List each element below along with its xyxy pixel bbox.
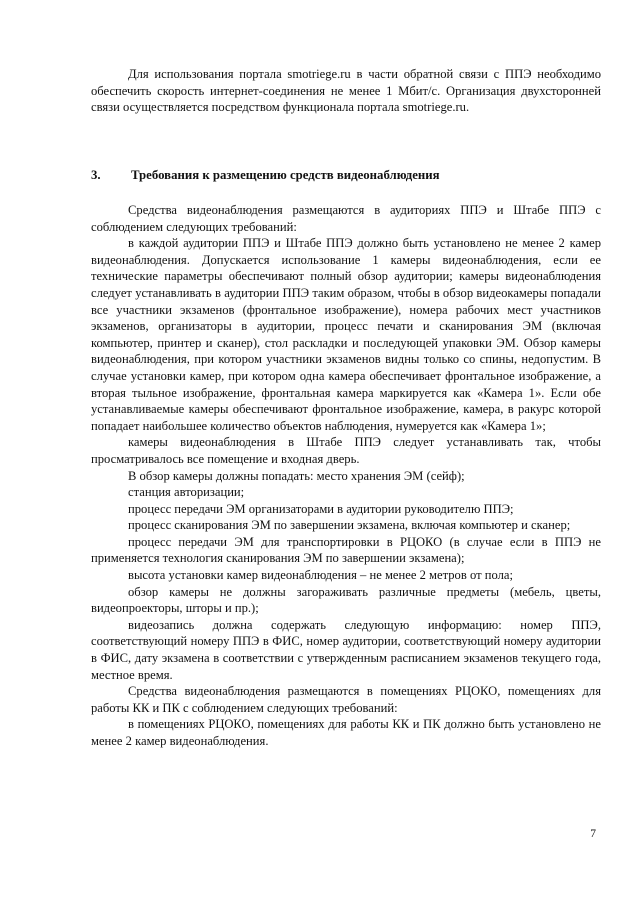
paragraph: процесс передачи ЭМ организаторами в аудитории руководителю ППЭ; [128,501,514,516]
paragraph: процесс сканирования ЭМ по завершении экзамена, включая компьютер и сканер; [128,518,571,533]
page-number: 7 [590,828,596,840]
paragraph: Средства видеонаблюдения размещаются в аудиториях ППЭ и Штабе ППЭ с соблюдением следующих требований: [91,203,601,234]
intro-block [91,66,601,116]
section-body [91,202,601,750]
section-title: Требования к размещению средств видеонаблюдения [131,168,440,182]
paragraph: В обзор камеры должны попадать: место хранения ЭМ (сейф); [128,468,465,483]
paragraph: процесс передачи ЭМ для транспортировки в РЦОКО (в случае если в ППЭ не применяется технология сканирования ЭМ по завершении экзамена); [91,534,601,566]
section-number: 3. [91,168,101,182]
paragraph: видеозапись должна содержать следующую информацию: номер ППЭ, соответствующий номеру ППЭ в ФИС, номер аудитории, соответствующий номеру аудитории в ФИС, дату экзамена в соответствии с утвержденным расписанием экзаменов текущего года, местное время. [91,617,601,682]
paragraph: обзор камеры не должны загораживать различные предметы (мебель, цветы, видеопроекторы, шторы и пр.); [91,584,601,616]
paragraph: в каждой аудитории ППЭ и Штабе ППЭ должно быть установлено не менее 2 камер видеонаблюдения. Допускается использование 1 камеры видеонаблюдения, если ее технические параметры обеспечивают полный обзор аудитории; камеры видеонаблюдения следует устанавливать в аудитории ППЭ таким образом, чтобы в обзор видеокамеры попадали все участники экзаменов (фронтальное изображение), номера рабочих мест участников экзаменов, организаторы в аудитории, процесс печати и сканирования ЭМ (включая компьютер, принтер и сканер), стол раскладки и последующей упаковки ЭМ. Обзор камеры видеонаблюдения, при котором участники экзаменов видны только со спины, недопустим. В случае установки камер, при котором одна камера обеспечивает фронтальное изображение, а вторая тыльное изображение, фронтальная камера маркируется как «Камера 1». Если обе устанавливаемые камеры обеспечивают фронтальное изображение, камера, в ракурс которой попадает наибольшее количество объектов наблюдения, нумеруется как «Камера 1»; [91,236,601,433]
paragraph: Средства видеонаблюдения размещаются в помещениях РЦОКО, помещениях для работы КК и ПК с соблюдением следующих требований: [91,684,601,715]
paragraph: высота установки камер видеонаблюдения – не менее 2 метров от пола; [128,568,513,583]
intro-paragraph: Для использования портала smotriege.ru в части обратной связи с ППЭ необходимо обеспечить скорость интернет-соединения не менее 1 Мбит/с. Организация двухсторонней связи осуществляется посредством функционала портала smotriege.ru. [91,67,601,115]
paragraph: в помещениях РЦОКО, помещениях для работы КК и ПК должно быть установлено не менее 2 камер видеонаблюдения. [91,717,601,748]
paragraph: камеры видеонаблюдения в Штабе ППЭ следует устанавливать так, чтобы просматривалось все помещение и входная дверь. [91,435,601,466]
paragraph: станция авторизации; [128,485,245,500]
